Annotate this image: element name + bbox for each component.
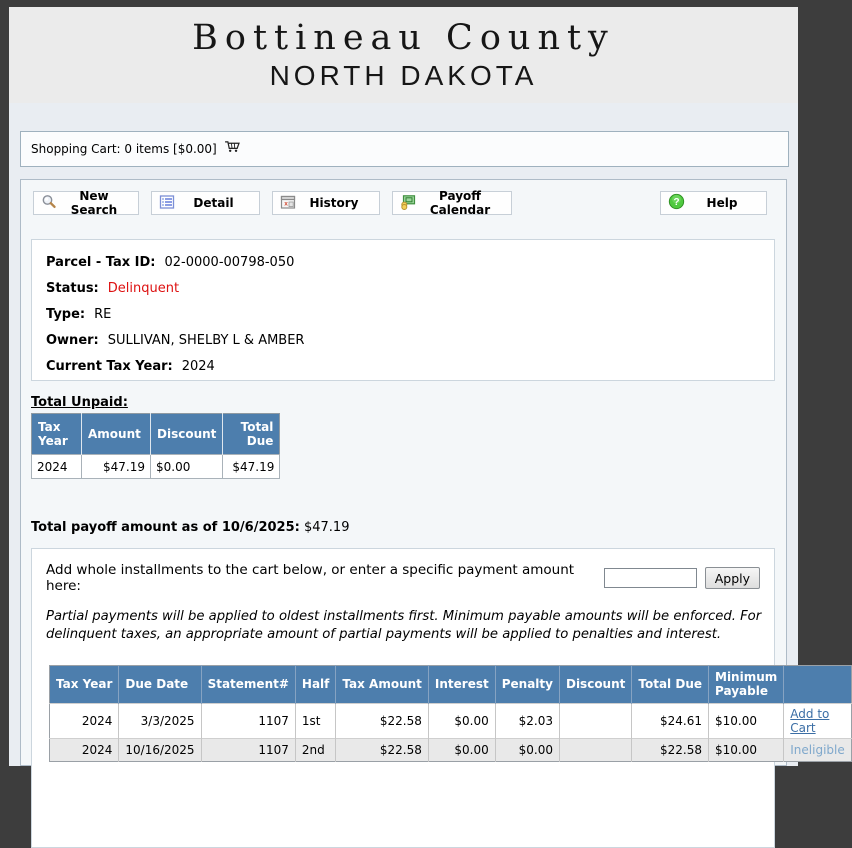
inst-col-interest: Interest <box>428 665 495 703</box>
status-label: Status: <box>46 281 99 296</box>
payment-prompt-text: Add whole installments to the cart below, or enter a specific payment amount here: <box>46 562 597 594</box>
history-label: History <box>296 196 372 210</box>
partial-payment-note: Partial payments will be applied to oldest installments first. Minimum payable amounts will be enforced. For delinquent taxes, an appropriate amount of partial payments will be applied to penalties and interest. <box>46 608 781 644</box>
total-unpaid-data-row <box>32 455 280 479</box>
add-to-cart-link[interactable]: Add to Cart <box>790 707 829 735</box>
unpaid-col-discount: Discount <box>151 414 223 455</box>
total-payoff-value: $47.19 <box>304 520 350 535</box>
total-unpaid-table <box>31 413 280 479</box>
new-search-label: New Search <box>57 189 131 217</box>
county-masthead <box>9 7 798 103</box>
unpaid-col-amount: Amount <box>82 414 151 455</box>
county-title: Bottineau County <box>9 20 798 57</box>
owner-value: SULLIVAN, SHELBY L & AMBER <box>108 333 305 348</box>
type-field <box>46 301 774 327</box>
shopping-cart-bar <box>20 131 789 167</box>
inst-total-due: $22.58 <box>632 738 709 761</box>
detail-button[interactable] <box>151 191 260 215</box>
inst-tax-amount: $22.58 <box>336 738 429 761</box>
inst-col-due-date: Due Date <box>119 665 201 703</box>
total-unpaid-heading: Total Unpaid: <box>31 395 786 410</box>
unpaid-col-tax-year: Tax Year <box>32 414 82 455</box>
installment-row-first-half <box>50 703 852 738</box>
inst-half: 1st <box>295 703 335 738</box>
current-tax-year-value: 2024 <box>182 359 215 374</box>
payoff-calendar-button[interactable] <box>392 191 512 215</box>
type-label: Type: <box>46 307 85 322</box>
inst-minimum-payable: $10.00 <box>709 703 784 738</box>
svg-text:x: x <box>284 200 288 207</box>
status-field <box>46 275 774 301</box>
installments-section <box>49 665 760 762</box>
inst-due-date: 10/16/2025 <box>119 738 201 761</box>
inst-discount <box>559 703 631 738</box>
unpaid-discount: $0.00 <box>151 455 223 479</box>
parcel-tax-id-label: Parcel - Tax ID: <box>46 255 156 270</box>
main-panel <box>20 179 787 766</box>
inst-tax-amount: $22.58 <box>336 703 429 738</box>
payment-box <box>31 548 775 848</box>
shopping-cart-icon[interactable] <box>224 142 241 156</box>
parcel-info-box <box>31 239 775 381</box>
inst-col-tax-year: Tax Year <box>50 665 119 703</box>
inst-col-discount: Discount <box>559 665 631 703</box>
detail-label: Detail <box>175 196 252 210</box>
parcel-tax-id-field <box>46 249 774 275</box>
inst-col-total-due: Total Due <box>632 665 709 703</box>
new-search-button[interactable] <box>33 191 139 215</box>
inst-col-action <box>784 665 851 703</box>
detail-list-icon <box>159 194 175 213</box>
help-label: Help <box>685 196 759 210</box>
unpaid-tax-year: 2024 <box>32 455 82 479</box>
total-unpaid-header-row <box>32 414 280 455</box>
installment-row-second-half <box>50 738 852 761</box>
shopping-cart-label: Shopping Cart: 0 items [$0.00] <box>31 142 217 156</box>
inst-half: 2nd <box>295 738 335 761</box>
page-frame <box>9 7 798 766</box>
owner-field <box>46 327 774 353</box>
inst-discount <box>559 738 631 761</box>
inst-tax-year: 2024 <box>50 738 119 761</box>
help-question-icon <box>668 193 685 213</box>
installments-header-row <box>50 665 852 703</box>
inst-statement: 1107 <box>201 703 295 738</box>
inst-col-statement: Statement# <box>201 665 295 703</box>
inst-tax-year: 2024 <box>50 703 119 738</box>
toolbar <box>21 180 786 215</box>
inst-minimum-payable: $10.00 <box>709 738 784 761</box>
total-unpaid-section <box>31 395 786 479</box>
unpaid-total-due: $47.19 <box>223 455 280 479</box>
unpaid-amount: $47.19 <box>82 455 151 479</box>
history-button[interactable] <box>272 191 380 215</box>
current-tax-year-field <box>46 353 774 379</box>
inst-statement: 1107 <box>201 738 295 761</box>
help-button[interactable] <box>660 191 767 215</box>
inst-col-tax-amount: Tax Amount <box>336 665 429 703</box>
installments-table <box>49 665 852 762</box>
payoff-calendar-label: Payoff Calendar <box>416 189 504 217</box>
ineligible-text: Ineligible <box>790 743 844 757</box>
money-calendar-icon <box>400 194 416 213</box>
inst-col-minimum-payable: Minimum Payable <box>709 665 784 703</box>
payment-prompt-row <box>46 562 760 594</box>
inst-due-date: 3/3/2025 <box>119 703 201 738</box>
type-value: RE <box>94 307 111 322</box>
owner-label: Owner: <box>46 333 99 348</box>
inst-action-cell <box>784 703 851 738</box>
inst-total-due: $24.61 <box>632 703 709 738</box>
inst-interest: $0.00 <box>428 738 495 761</box>
inst-penalty: $0.00 <box>495 738 559 761</box>
total-payoff-label: Total payoff amount as of 10/6/2025: <box>31 520 300 535</box>
inst-col-penalty: Penalty <box>495 665 559 703</box>
inst-col-half: Half <box>295 665 335 703</box>
inst-penalty: $2.03 <box>495 703 559 738</box>
magnifier-icon <box>41 194 57 213</box>
apply-button[interactable]: Apply <box>705 567 760 589</box>
calendar-history-icon <box>280 194 296 213</box>
parcel-tax-id-value: 02-0000-00798-050 <box>165 255 295 270</box>
unpaid-col-total-due: Total Due <box>223 414 280 455</box>
status-badge: Delinquent <box>108 281 179 296</box>
inst-action-cell <box>784 738 851 761</box>
total-payoff-line <box>31 520 786 536</box>
svg-text:?: ? <box>673 197 679 208</box>
state-title: NORTH DAKOTA <box>9 60 798 92</box>
current-tax-year-label: Current Tax Year: <box>46 359 173 374</box>
inst-interest: $0.00 <box>428 703 495 738</box>
payment-amount-input[interactable] <box>604 568 697 588</box>
